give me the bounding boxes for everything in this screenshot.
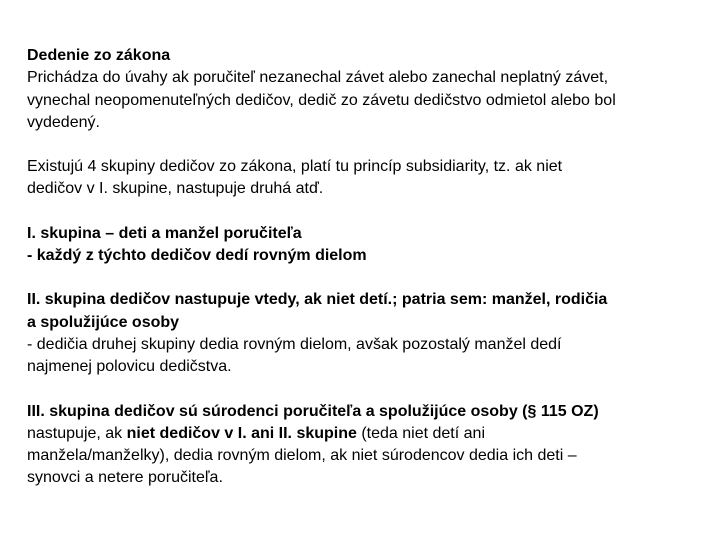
- group2-paragraph: [27, 289, 699, 378]
- slide-title: Dedenie zo zákona: [27, 47, 171, 64]
- group1-paragraph: [27, 223, 699, 268]
- group2-heading: II. skupina dedičov nastupuje vtedy, ak niet detí.; patria sem: manžel, rodičia: [27, 291, 608, 309]
- intro-line: vynechal neopomenuteľných dedičov, dedič zo závetu dedičstvo odmietol alebo bol: [27, 91, 616, 109]
- groups-intro-paragraph: [27, 156, 699, 201]
- group3-line2-post: (teda niet detí ani: [356, 424, 485, 442]
- groups-intro-line: dedičov v I. skupine, nastupuje druhá atď.: [27, 180, 324, 198]
- groups-intro-line: Existujú 4 skupiny dedičov zo zákona, platí tu princíp subsidiarity, tz. ak niet: [27, 158, 563, 176]
- intro-line: Prichádza do úvahy ak poručiteľ nezanechal závet alebo zanechal neplatný závet,: [27, 69, 609, 87]
- group3-line2-pre: nastupuje, ak: [27, 424, 127, 442]
- group3-line2-bold: niet dedičov v I. ani II. skupine: [126, 424, 357, 442]
- group3-heading: III. skupina dedičov sú súrodenci poručiteľa a spolužijúce osoby (§ 115 OZ): [27, 402, 599, 420]
- group2-detail: - dedičia druhej skupiny dedia rovným dielom, avšak pozostalý manžel dedí: [27, 335, 562, 353]
- group1-heading: I. skupina – deti a manžel poručiteľa: [27, 224, 302, 242]
- slide-content: [27, 45, 699, 512]
- group1-detail: - každý z týchto dedičov dedí rovným dielom: [27, 247, 367, 265]
- group3-line: manžela/manželky), dedia rovným dielom, ak niet súrodencov dedia ich deti –: [27, 447, 577, 465]
- group2-detail: najmenej polovicu dedičstva.: [27, 358, 232, 376]
- intro-paragraph: [27, 45, 699, 134]
- intro-line: vydedený.: [27, 113, 100, 131]
- group3-line: [27, 423, 699, 445]
- group3-line: synovci a netere poručiteľa.: [27, 469, 223, 487]
- group2-heading: a spolužijúce osoby: [27, 313, 180, 331]
- group3-paragraph: [27, 401, 699, 490]
